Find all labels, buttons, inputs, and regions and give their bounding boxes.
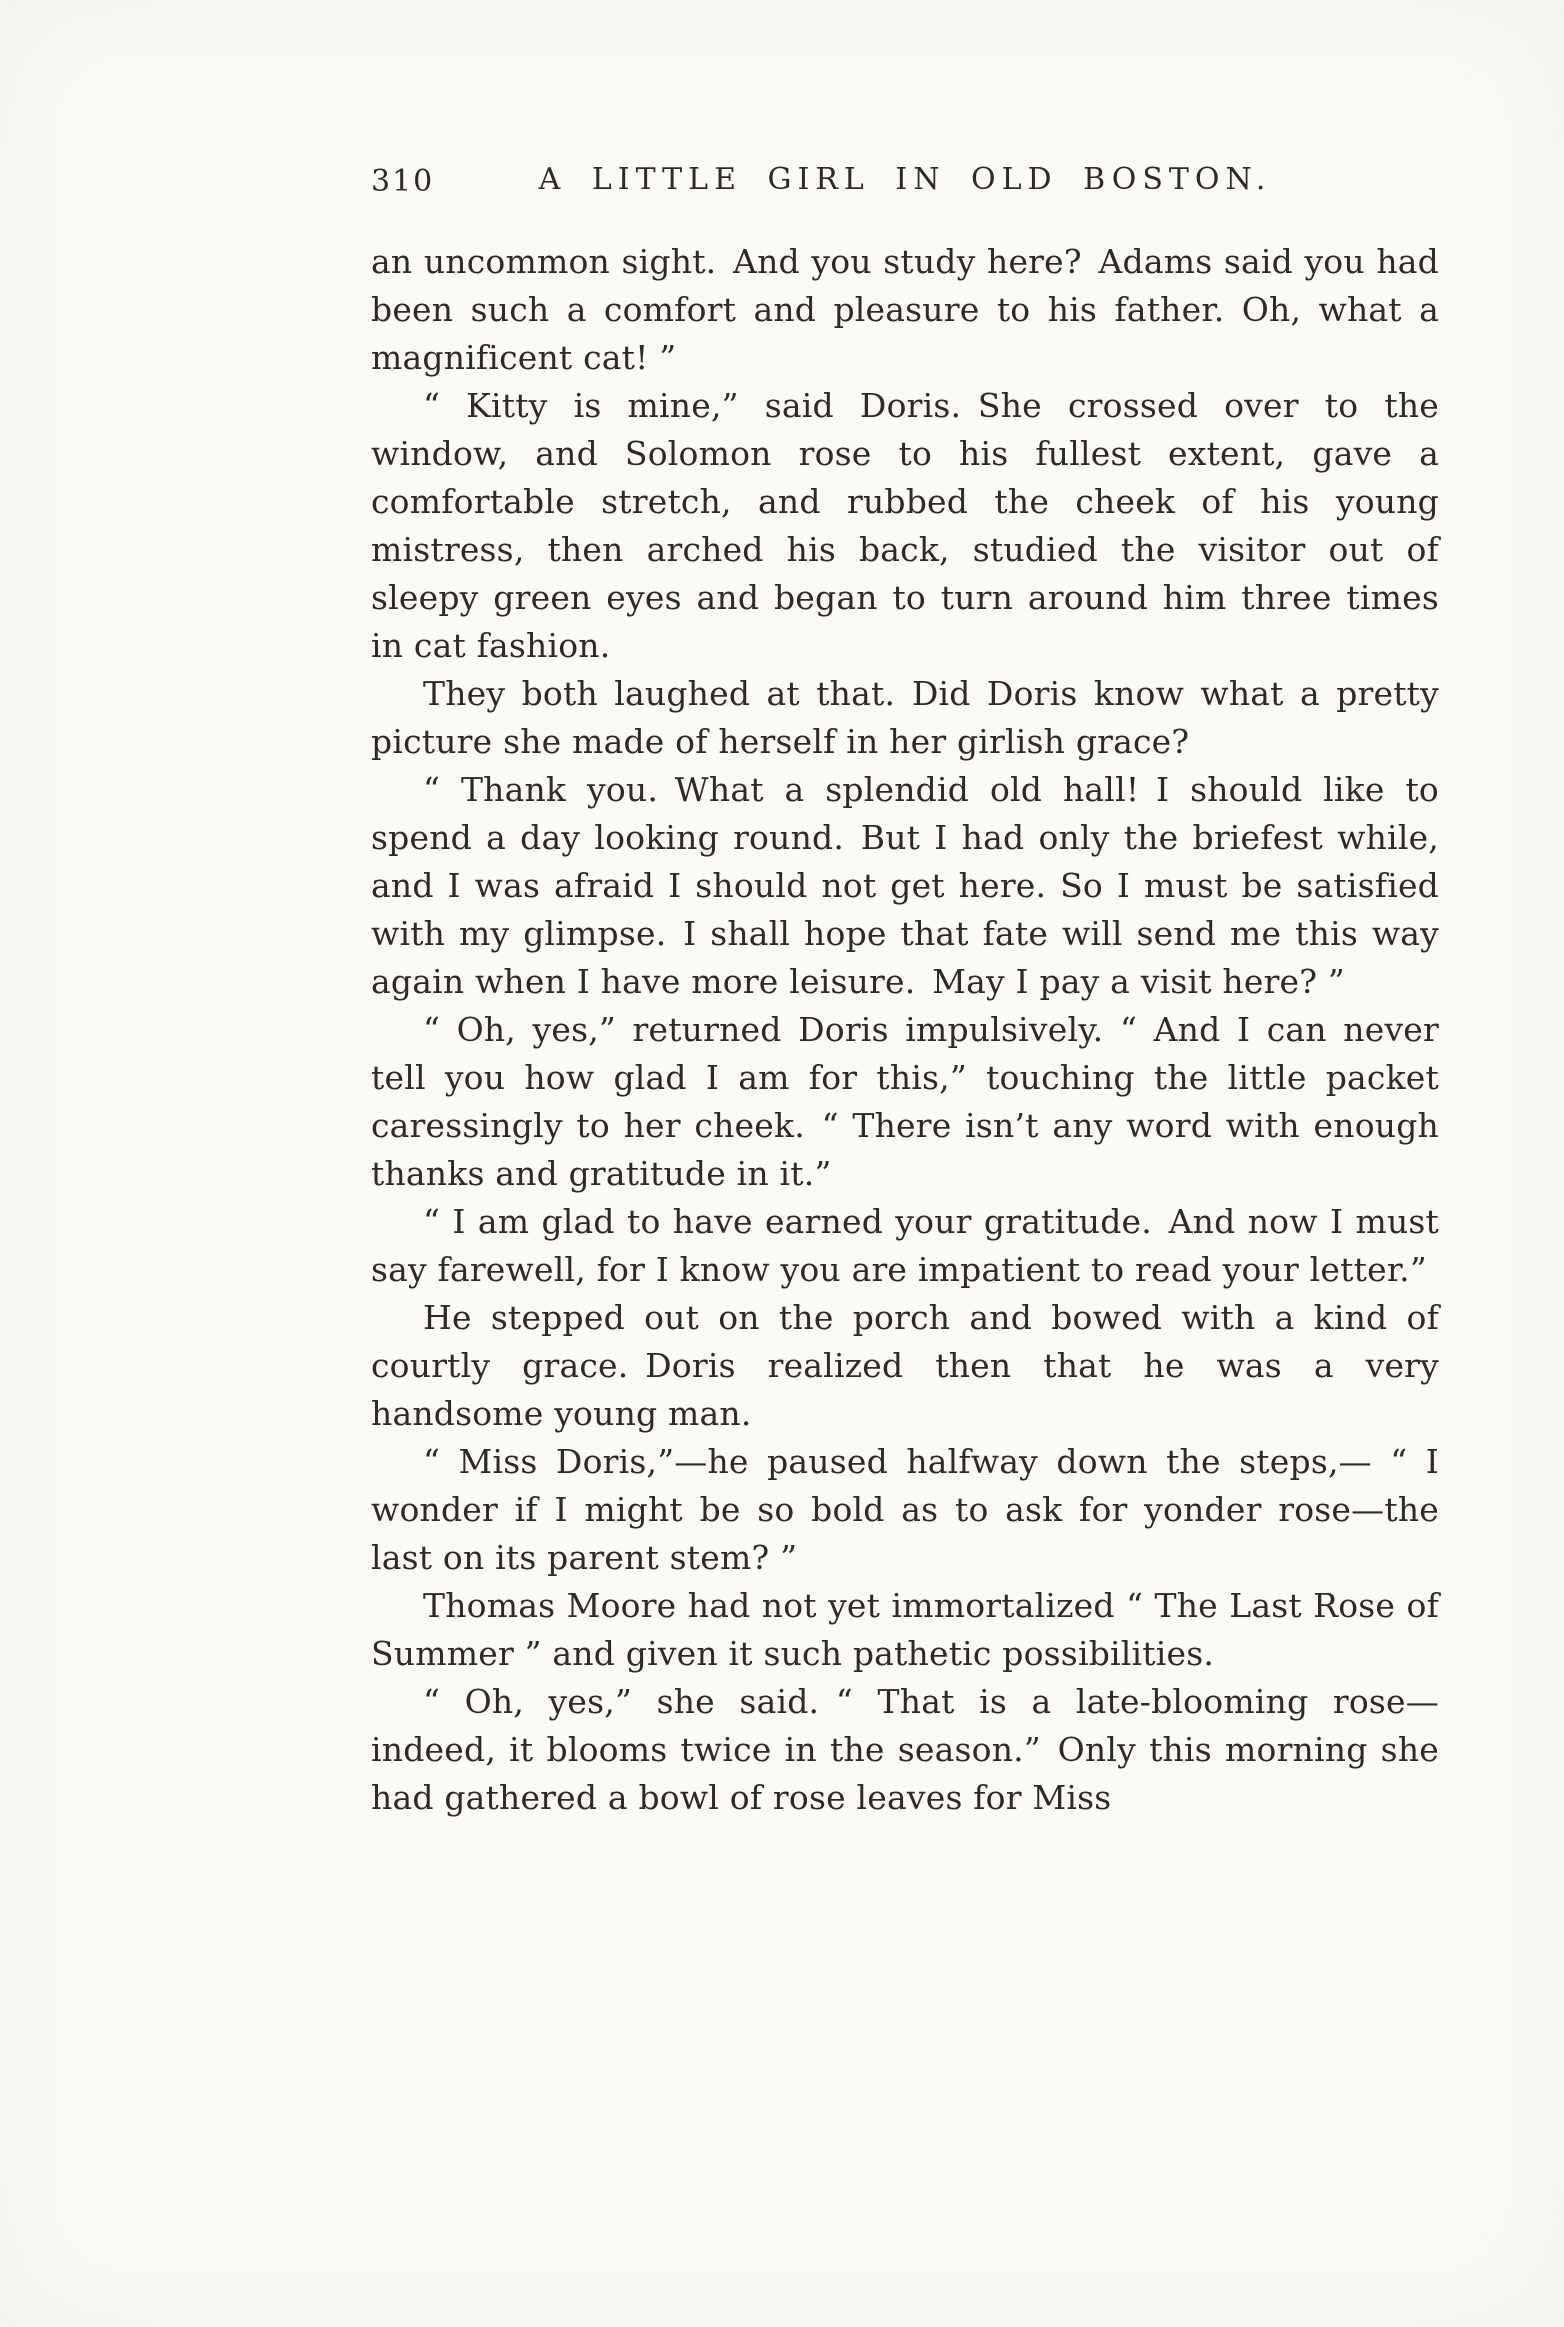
paragraph: He stepped out on the porch and bowed with a kind of courtly grace. Doris realized then that he was a very handsome young man. [371,1298,1439,1433]
page-text [371,238,1439,1822]
paragraph: an uncommon sight. And you study here? Adams said you had been such a comfort and pleasure to his father. Oh, what a magnificent cat! ” [371,242,1439,377]
paragraph: “ I am glad to have earned your gratitude. And now I must say farewell, for I know you are impatient to read your letter.” [371,1202,1439,1289]
running-title: A LITTLE GIRL IN OLD BOSTON. [538,162,1272,197]
paragraph: “ Thank you. What a splendid old hall! I should like to spend a day looking round. But I had only the briefest while, and I was afraid I should not get here. So I must be satisfied with my glimpse. I shall hope that fate will send me this way again when I have more leisure. May I pay a visit here? ” [371,770,1439,1001]
page-number: 310 [371,164,435,199]
running-header [371,162,1439,208]
paragraph: Thomas Moore had not yet immortalized “ The Last Rose of Summer ” and given it such pathetic possibilities. [371,1586,1439,1673]
paragraph: “ Kitty is mine,” said Doris. She crossed over to the window, and Solomon rose to his fullest extent, gave a comfortable stretch, and rubbed the cheek of his young mistress, then arched his back, studied the visitor out of sleepy green eyes and began to turn around him three times in cat fashion. [371,386,1439,665]
paragraph: They both laughed at that. Did Doris know what a pretty picture she made of herself in her girlish grace? [371,674,1439,761]
paragraph: “ Miss Doris,”—he paused halfway down the steps,— “ I wonder if I might be so bold as to ask for yonder rose—the last on its parent stem? ” [371,1442,1439,1577]
paragraph: “ Oh, yes,” returned Doris impulsively. “ And I can never tell you how glad I am for this,” touching the little packet caressingly to her cheek. “ There isn’t any word with enough thanks and gratitude in it.” [371,1010,1439,1193]
paragraph: “ Oh, yes,” she said. “ That is a late-blooming rose—indeed, it blooms twice in the season.” Only this morning she had gathered a bowl of rose leaves for Miss [371,1682,1439,1817]
